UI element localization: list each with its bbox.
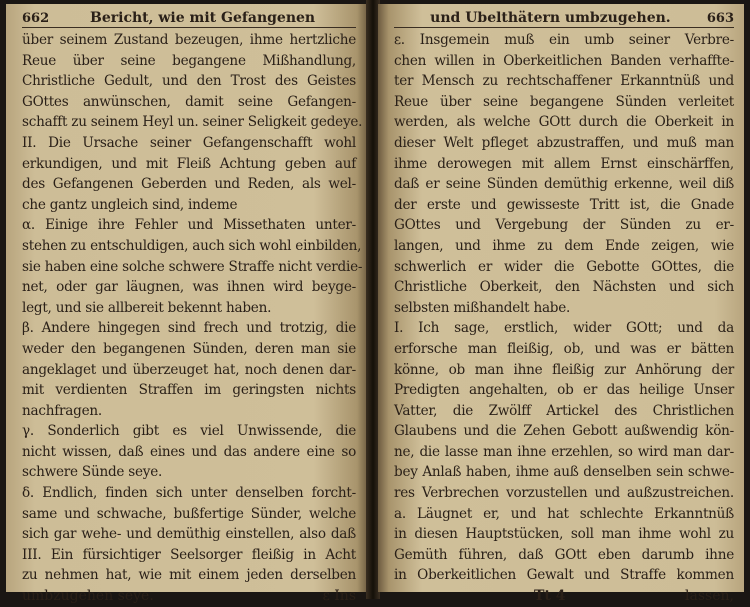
text-line: in diesen Hauptstücken, soll man ihme wohl zu: [394, 526, 734, 543]
right-page: [378, 4, 744, 605]
text-line: a. Läugnet er, und hat schlechte Erkanntnüß: [394, 505, 734, 522]
text-line: selbsten mißhandelt habe.: [394, 299, 571, 316]
text-line: mit verdienten Straffen im geringsten nichts: [22, 382, 356, 399]
text-line: che gantz ungleich sind, indeme: [22, 196, 238, 213]
text-line: des Gefangenen Geberden und Reden, als wel-: [22, 176, 356, 193]
text-line: res Verbrechen vorzustellen und außzustreichen.: [394, 485, 734, 502]
text-line: chen willen in Oberkeitlichen Banden verhaffte-: [394, 52, 734, 69]
text-line: erforsche man fleißig, ob, und was er bätten: [394, 340, 734, 357]
right-page-number: 663: [706, 11, 734, 26]
text-line: angeklaget und überzeuget hat, noch denen dar-: [22, 361, 356, 378]
text-line: werden, als welche GOtt durch die Oberkeit in: [394, 114, 734, 131]
text-line: Glaubens und die Zehen Gebott außwendig kön-: [394, 423, 734, 440]
text-line: nicht wissen, daß eines und das andere eine so: [22, 443, 356, 460]
text-line: der erste und gewisseste Tritt ist, die Gnade: [394, 196, 734, 213]
text-line: I. Ich sage, erstlich, wider GOtt; und da: [394, 320, 734, 337]
catchword: ε Ins: [322, 588, 356, 605]
text-line: ihme derowegen mit allem Ernst einschärffen,: [394, 155, 734, 172]
text-line: sie haben eine solche schwere Straffe nicht verdie-: [22, 258, 363, 275]
text-line: in Oberkeitlichen Gewalt und Straffe kommen: [394, 567, 734, 584]
text-line: schwere Sünde seye.: [22, 464, 163, 481]
text-line: erkundigen, und mit Fleiß Achtung geben auf: [22, 155, 356, 172]
text-line: dieser Welt pfleget abzustraffen, und muß man: [394, 134, 734, 151]
text-line: weder den begangenen Sünden, deren man sie: [22, 340, 356, 357]
text-line: III. Ein fürsichtiger Seelsorger fleißig in Acht: [22, 546, 356, 563]
text-line: α. Einige ihre Fehler und Missethaten unter-: [22, 217, 356, 234]
text-line: II. Die Ursache seiner Gefangenschafft wohl: [22, 134, 356, 151]
text-line: daß er seine Sünden demüthig erkenne, weil diß: [394, 176, 734, 193]
text-line: same und schwache, bußfertige Sünder, welche: [22, 505, 356, 522]
right-page-text: [394, 30, 734, 607]
text-line: Gemüth führen, daß GOtt eben darumb ihne: [394, 546, 734, 563]
text-line: Predigten angehalten, ob er das heilige Unser: [394, 382, 734, 399]
text-line: umbzugehen seye.: [22, 588, 154, 605]
text-line: Christliche Oberkeit, den Nächsten und sich: [394, 279, 734, 296]
text-line: γ. Sonderlich gibt es viel Unwissende, die: [22, 423, 356, 440]
text-line: zu nehmen hat, wie mit einem jeden derselben: [22, 567, 356, 584]
right-running-head: [394, 10, 734, 28]
text-line: legt, und sie allbereit bekennt haben.: [22, 299, 272, 316]
text-line: Christliche Gedult, und den Trost des Geistes: [22, 73, 356, 90]
left-head-title: Bericht, wie mit Gefangenen: [90, 10, 316, 26]
text-line: schwerlich er wider die Gebotte GOttes, die: [394, 258, 734, 275]
text-line: ne, die lasse man ihne erzehlen, so wird man dar-: [394, 443, 734, 460]
text-line: sich gar wehe- und demüthig einstellen, also daß: [22, 526, 356, 543]
text-line: Vatter, die Zwölff Artickel des Christlichen: [394, 402, 734, 419]
right-head-title: und Ubelthätern umbzugehen.: [430, 10, 671, 26]
text-line: β. Andere hingegen sind frech und trotzig, die: [22, 320, 356, 337]
text-line: GOttes anwünschen, damit seine Gefangen-: [22, 93, 356, 110]
signature-mark: Tt 4: [534, 588, 566, 605]
text-line: langen, und ihme zu dem Ende zeigen, wie: [394, 237, 734, 254]
text-line: über seinem Zustand bezeugen, ihme hertzliche: [22, 32, 356, 48]
right-page-footer: [394, 586, 734, 607]
catchword: lassen,: [685, 588, 734, 605]
text-line: schafft zu seinem Heyl un. seiner Seligkeit gedeye.: [22, 114, 363, 131]
text-line: ter Mensch zu rechtschaffener Erkanntnüß und: [394, 73, 734, 90]
left-page-footer: [22, 586, 356, 607]
text-line: Reue über seine begangene Mißhandlung,: [22, 52, 356, 69]
text-line: Reue über seine begangene Sünden verleitet: [394, 93, 734, 110]
left-page-text: [22, 30, 363, 607]
text-line: net, oder gar läugnen, was ihnen wird beyge-: [22, 279, 356, 296]
left-page-number: 662: [22, 11, 50, 26]
text-line: stehen zu entschuldigen, auch sich wohl einbilden,: [22, 237, 362, 254]
text-line: δ. Endlich, finden sich unter denselben forcht-: [22, 485, 356, 502]
left-page: [6, 4, 368, 605]
text-line: bey Anlaß haben, ihme auß denselben sein schwe-: [394, 464, 734, 481]
text-line: GOttes und Vergebung der Sünden zu er-: [394, 217, 734, 234]
text-line: könne, ob man ihne fleißig zur Anhörung der: [394, 361, 734, 378]
left-running-head: [22, 10, 356, 28]
text-line: ε. Insgemein muß ein umb seiner Verbre-: [394, 32, 734, 48]
text-line: nachfragen.: [22, 402, 102, 419]
